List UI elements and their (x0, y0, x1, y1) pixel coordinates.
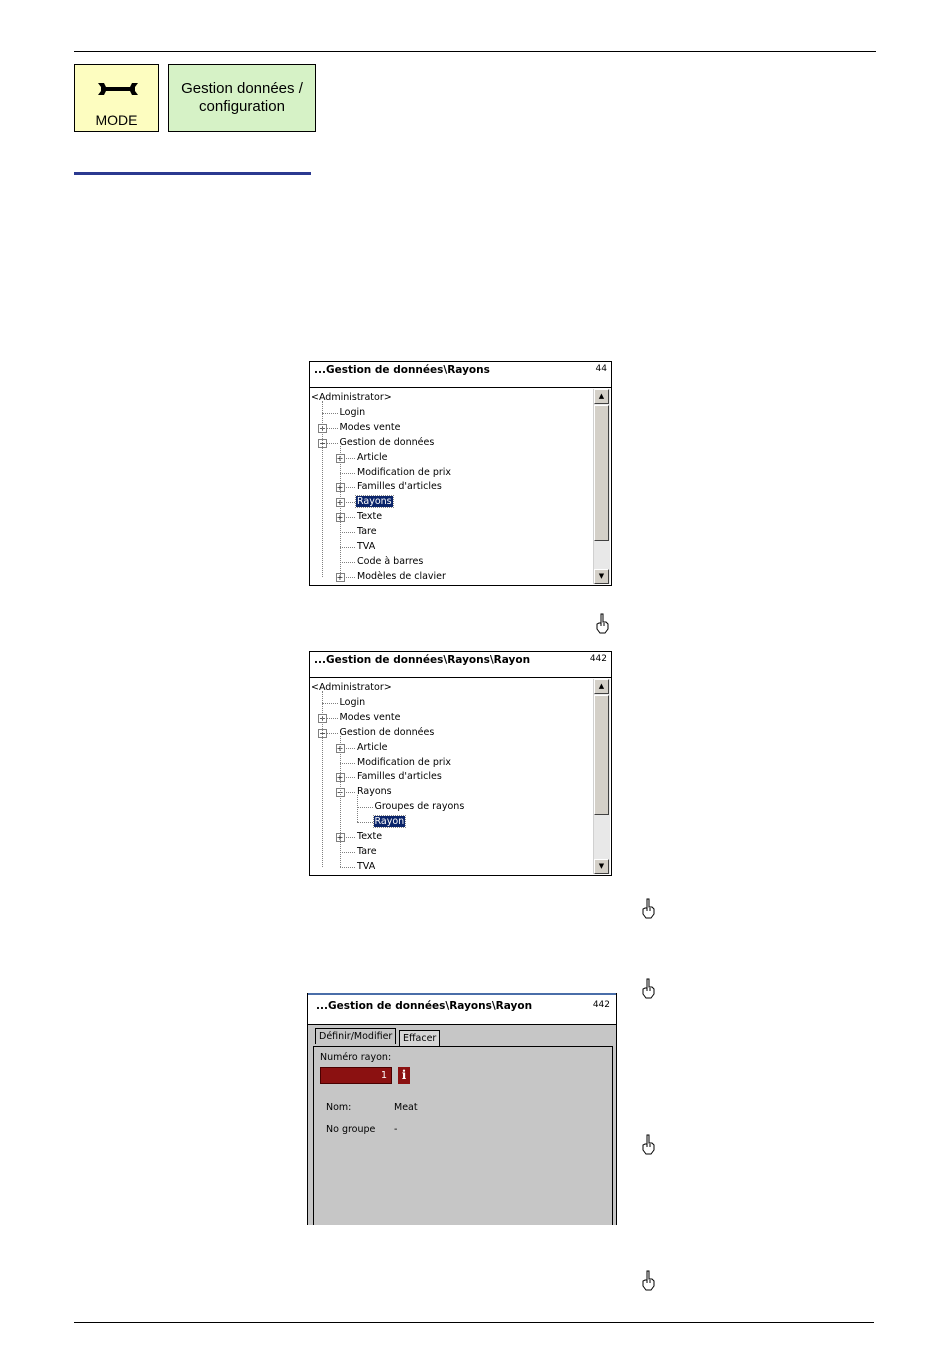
tree-item-label: TVA (357, 541, 376, 552)
tree-connector (340, 562, 356, 563)
collapse-icon[interactable]: − (319, 438, 326, 448)
tree-item[interactable] (339, 436, 436, 450)
tree-item[interactable] (356, 845, 378, 859)
tree-connector (340, 852, 356, 853)
scroll-thumb[interactable] (594, 405, 609, 541)
expand-icon[interactable]: + (336, 743, 344, 753)
panel-code: 442 (592, 1000, 610, 1010)
tree-connector (340, 547, 356, 548)
tree-item[interactable] (356, 770, 443, 784)
panel-titlebar (308, 993, 616, 1025)
tree-view[interactable] (310, 389, 593, 585)
tree-item[interactable] (356, 510, 383, 524)
tree-connector (340, 867, 356, 868)
tree-item-label: Modification de prix (357, 466, 452, 478)
numero-rayon-input[interactable]: 1 (320, 1067, 392, 1084)
gestion-button-label-line2: configuration (199, 98, 285, 115)
tree-item-label: Code à barres (357, 555, 424, 567)
tree-connector (322, 703, 338, 704)
gestion-button-label-line1: Gestion données / (181, 80, 303, 97)
scroll-down-button[interactable]: ▼ (594, 569, 609, 584)
tab-definir-modifier[interactable]: Définir/Modifier (315, 1028, 396, 1044)
tree-item-label: TVA (357, 860, 376, 872)
expand-icon[interactable]: + (336, 498, 344, 508)
tree-item[interactable] (356, 555, 424, 569)
tree-item[interactable] (356, 830, 383, 844)
tree-item[interactable] (356, 540, 376, 554)
scroll-up-button[interactable]: ▲ (594, 389, 609, 404)
info-icon[interactable]: i (398, 1067, 410, 1084)
panel-title: ...Gestion de données\Rayons\Rayon (314, 654, 531, 666)
tree-item[interactable] (374, 815, 406, 829)
panel-titlebar (310, 652, 611, 678)
tree-connector (340, 532, 356, 533)
tree-item-label: Article (357, 451, 388, 463)
scroll-thumb[interactable] (594, 695, 609, 815)
tree-guide (357, 795, 358, 822)
panel-title: ...Gestion de données\Rayons\Rayon (316, 1000, 533, 1012)
panel-code: 44 (595, 364, 607, 374)
tree-item[interactable] (356, 495, 393, 509)
tree-item-label: <Administrator> (311, 392, 392, 403)
tree-item[interactable] (339, 726, 436, 740)
tree-item-label: Login (339, 406, 366, 418)
tree-connector (357, 807, 373, 808)
tree-item-label: Rayon (374, 816, 405, 828)
tree-item-label: Article (357, 741, 388, 753)
tree-item[interactable] (356, 756, 452, 770)
tree-item[interactable] (356, 785, 393, 799)
tree-guide (340, 446, 341, 577)
mode-button-label: MODE (95, 112, 138, 128)
tree-item-label: Rayons (357, 496, 392, 508)
tree-item-label: Modes vente (339, 421, 401, 433)
collapse-icon[interactable]: − (319, 728, 326, 738)
tree-connector (322, 413, 338, 414)
pointing-hand-icon (640, 1133, 656, 1155)
expand-icon[interactable]: + (336, 483, 344, 493)
tree-item[interactable] (356, 860, 376, 874)
tree-connector (357, 822, 373, 823)
tree-item[interactable] (356, 570, 447, 584)
nom-value: Meat (394, 1102, 418, 1113)
tree-item[interactable] (339, 421, 402, 435)
tree-item[interactable] (356, 451, 388, 465)
scroll-up-button[interactable]: ▲ (594, 679, 609, 694)
tree-item[interactable] (339, 696, 367, 710)
tree-item-label: Groupes de rayons (374, 801, 465, 813)
tree-guide (340, 736, 341, 867)
tree-connector (340, 473, 356, 474)
panel-title: ...Gestion de données\Rayons (314, 364, 490, 376)
expand-icon[interactable]: + (336, 572, 344, 582)
numero-rayon-label: Numéro rayon: (320, 1052, 392, 1063)
panel-titlebar (310, 362, 611, 388)
tree-item[interactable] (356, 480, 443, 494)
tree-panel-rayons (309, 361, 612, 586)
expand-icon[interactable]: + (319, 713, 326, 723)
tree-item[interactable] (374, 800, 466, 814)
tree-item-label: Login (339, 696, 366, 708)
wrench-icon (97, 81, 139, 97)
tree-item[interactable] (356, 525, 378, 539)
tree-item-label: Modification de prix (357, 756, 452, 768)
pointing-hand-icon (640, 897, 656, 919)
tree-guide (322, 691, 323, 867)
bottom-rule (74, 1322, 874, 1323)
gestion-donnees-button[interactable] (168, 64, 316, 132)
tree-item[interactable] (356, 741, 388, 755)
panel-code: 442 (589, 654, 607, 664)
vertical-scrollbar[interactable] (593, 389, 610, 584)
tree-item[interactable] (339, 406, 367, 420)
tree-item-label: Gestion de données (339, 726, 435, 738)
expand-icon[interactable]: + (336, 513, 344, 523)
tree-item-label: Texte (357, 831, 383, 842)
nom-label: Nom: (326, 1102, 352, 1113)
pointing-hand-icon (640, 1269, 656, 1291)
tree-item-label: Modèles de clavier (357, 570, 446, 582)
expand-icon[interactable]: + (319, 423, 326, 433)
tree-item-label: Tare (357, 845, 377, 857)
tab-content (313, 1046, 613, 1225)
top-rule (74, 51, 876, 52)
pointing-hand-icon (594, 612, 610, 634)
tree-panel-rayon (309, 651, 612, 876)
tab-effacer[interactable]: Effacer (399, 1030, 440, 1046)
no-groupe-label: No groupe (326, 1124, 376, 1135)
expand-icon[interactable]: + (336, 773, 344, 783)
no-groupe-value: - (394, 1124, 398, 1135)
tree-item[interactable] (356, 466, 452, 480)
tree-item-label: Familles d'articles (357, 481, 442, 493)
rayon-form-panel (307, 993, 617, 1225)
tree-item-label: Rayons (357, 786, 392, 798)
tree-item-label: Familles d'articles (357, 771, 442, 783)
tree-guide (322, 401, 323, 577)
tree-item-label: <Administrator> (311, 682, 392, 693)
expand-icon[interactable]: + (336, 453, 344, 463)
tree-item[interactable] (339, 711, 402, 725)
tree-item-label: Texte (357, 511, 383, 523)
scroll-down-button[interactable]: ▼ (594, 859, 609, 874)
vertical-scrollbar[interactable] (593, 679, 610, 874)
collapse-icon[interactable]: − (336, 788, 344, 798)
mode-button[interactable] (74, 64, 159, 132)
tree-item-label: Tare (357, 526, 377, 538)
pointing-hand-icon (640, 977, 656, 999)
expand-icon[interactable]: + (336, 833, 344, 842)
tree-view[interactable] (310, 679, 593, 875)
section-underline (74, 172, 311, 175)
tree-connector (340, 763, 356, 764)
tree-item-label: Gestion de données (339, 436, 435, 448)
tree-item-label: Modes vente (339, 711, 401, 723)
